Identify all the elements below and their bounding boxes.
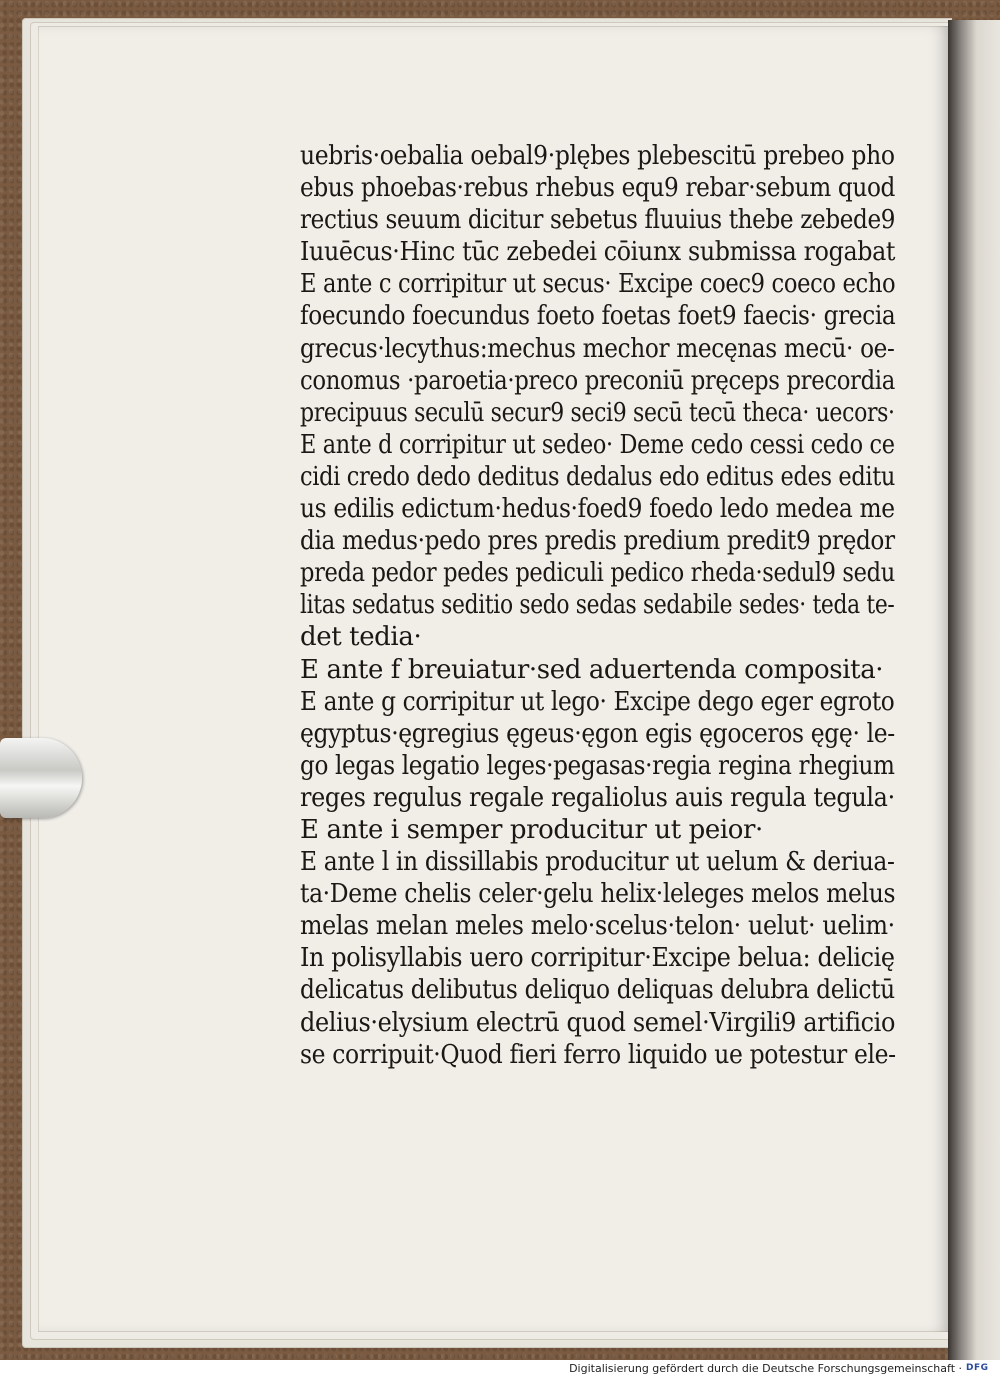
text-line: reges regulus regale regaliolus auis regula tegula· — [300, 782, 895, 813]
page-text-block — [300, 140, 895, 1071]
dfg-logo: DFG — [966, 1363, 989, 1373]
text-line: E ante f breuiatur·sed aduertenda composita· — [300, 654, 884, 685]
text-line: E ante d corripitur ut sedeo· Deme cedo cessi cedo ce — [300, 429, 895, 460]
signature-mark — [872, 1128, 878, 1149]
text-line: ebus phoebas·rebus rhebus equ9 rebar·sebum quod — [300, 173, 896, 204]
page-holder-clip — [0, 738, 82, 818]
text-line: melas melan meles melo·scelus·telon· uelut· uelim· — [300, 911, 895, 942]
text-line: uebris·oebalia oebal9·plębes plebescitū prebeo pho — [300, 141, 895, 171]
text-line: go legas legatio leges·pegasas·regia regina rhegium — [300, 750, 895, 781]
text-line: ta·Deme chelis celer·gelu helix·leleges melos melus — [300, 879, 896, 910]
text-line: preda pedor pedes pediculi pedico rheda·sedul9 sedu — [300, 558, 895, 589]
text-line: Iuuēcus·Hinc tūc zebedei cōiunx submissa rogabat — [300, 237, 896, 268]
text-line: dia medus·pedo pres predis predium predit9 prędor — [300, 526, 895, 557]
footer-bar — [0, 1360, 1000, 1378]
text-line: E ante i semper producitur ut peior· — [300, 814, 763, 845]
text-line: litas sedatus seditio sedo sedas sedabile sedes· teda te- — [300, 590, 895, 621]
text-line: rectius seuum dicitur sebetus fluuius thebe zebede9 — [300, 205, 896, 236]
text-line: delius·elysium electrū quod semel·Virgili9 artificio — [300, 1007, 896, 1038]
text-line: E ante c corripitur ut secus· Excipe coec9 coeco echo — [300, 269, 896, 300]
text-line: delicatus delibutus deliquo deliquas delubra delictū — [300, 975, 895, 1006]
text-line: foecundo foecundus foeto foetas foet9 faecis· grecia — [300, 301, 896, 332]
text-line: det tedia· — [300, 622, 422, 653]
text-line: E ante g corripitur ut lego· Excipe dego eger egroto — [300, 686, 895, 717]
text-line: E ante l in dissillabis producitur ut uelum & deriua- — [300, 847, 895, 878]
text-line: cidi credo dedo deditus dedalus edo editus edes editu — [300, 461, 896, 492]
text-line: ęgyptus·ęgregius ęgeus·ęgon egis ęgoceros ęgę· le- — [300, 718, 895, 749]
text-line: grecus·lecythus:mechus mechor mecęnas mecū· oe- — [300, 333, 895, 364]
text-line: In polisyllabis uero corripitur·Excipe belua: delicię — [300, 943, 895, 974]
text-line: us edilis edictum·hedus·foed9 foedo ledo medea me — [300, 494, 895, 525]
book-gutter — [948, 20, 1000, 1360]
text-line: conomus ·paroetia·preco preconiū pręceps precordia — [300, 365, 895, 396]
funding-credit: Digitalisierung gefördert durch die Deutsche Forschungsgemeinschaft · — [569, 1362, 962, 1375]
text-line: precipuus seculū secur9 seci9 secū tecū theca· uecors· — [300, 397, 895, 428]
text-line: se corripuit·Quod fieri ferro liquido ue potestur ele- — [300, 1039, 896, 1070]
